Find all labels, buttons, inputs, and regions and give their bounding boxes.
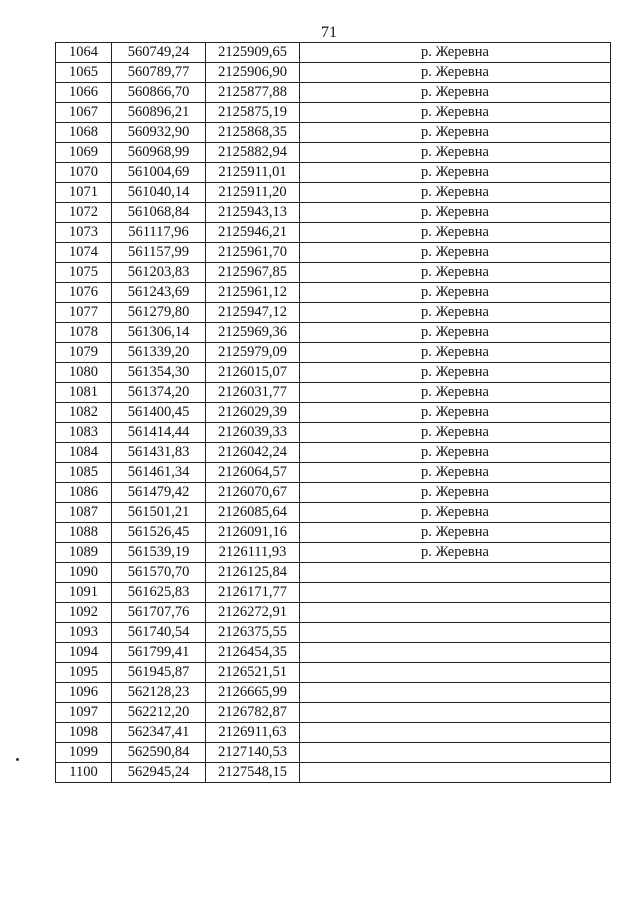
y-coordinate-cell: 2126125,84 bbox=[206, 563, 300, 583]
table-row bbox=[56, 103, 611, 123]
feature-name-cell bbox=[300, 603, 611, 623]
x-coordinate-cell: 562128,23 bbox=[112, 683, 206, 703]
feature-name-cell: р. Жеревна bbox=[300, 363, 611, 383]
feature-name-cell: р. Жеревна bbox=[300, 303, 611, 323]
x-coordinate-cell: 561479,42 bbox=[112, 483, 206, 503]
table-row bbox=[56, 303, 611, 323]
x-coordinate-cell: 561526,45 bbox=[112, 523, 206, 543]
table-row bbox=[56, 623, 611, 643]
feature-name-cell: р. Жеревна bbox=[300, 423, 611, 443]
table-row bbox=[56, 43, 611, 63]
point-number-cell: 1066 bbox=[56, 83, 112, 103]
point-number-cell: 1092 bbox=[56, 603, 112, 623]
x-coordinate-cell: 560866,70 bbox=[112, 83, 206, 103]
feature-name-cell: р. Жеревна bbox=[300, 143, 611, 163]
table-row bbox=[56, 463, 611, 483]
y-coordinate-cell: 2125911,01 bbox=[206, 163, 300, 183]
x-coordinate-cell: 561570,70 bbox=[112, 563, 206, 583]
y-coordinate-cell: 2126029,39 bbox=[206, 403, 300, 423]
y-coordinate-cell: 2125979,09 bbox=[206, 343, 300, 363]
coordinates-table-body bbox=[56, 43, 611, 783]
feature-name-cell: р. Жеревна bbox=[300, 183, 611, 203]
x-coordinate-cell: 561740,54 bbox=[112, 623, 206, 643]
page-number: 71 bbox=[321, 24, 337, 41]
feature-name-cell: р. Жеревна bbox=[300, 223, 611, 243]
y-coordinate-cell: 2125961,12 bbox=[206, 283, 300, 303]
table-row bbox=[56, 183, 611, 203]
point-number-cell: 1073 bbox=[56, 223, 112, 243]
y-coordinate-cell: 2126039,33 bbox=[206, 423, 300, 443]
table-row bbox=[56, 443, 611, 463]
point-number-cell: 1075 bbox=[56, 263, 112, 283]
x-coordinate-cell: 561203,83 bbox=[112, 263, 206, 283]
table-row bbox=[56, 523, 611, 543]
feature-name-cell bbox=[300, 703, 611, 723]
table-row bbox=[56, 423, 611, 443]
y-coordinate-cell: 2126091,16 bbox=[206, 523, 300, 543]
scan-speck bbox=[16, 758, 19, 761]
x-coordinate-cell: 561068,84 bbox=[112, 203, 206, 223]
table-row bbox=[56, 643, 611, 663]
point-number-cell: 1071 bbox=[56, 183, 112, 203]
x-coordinate-cell: 561461,34 bbox=[112, 463, 206, 483]
point-number-cell: 1076 bbox=[56, 283, 112, 303]
x-coordinate-cell: 560932,90 bbox=[112, 123, 206, 143]
x-coordinate-cell: 562945,24 bbox=[112, 763, 206, 783]
x-coordinate-cell: 560968,99 bbox=[112, 143, 206, 163]
feature-name-cell: р. Жеревна bbox=[300, 63, 611, 83]
table-row bbox=[56, 163, 611, 183]
y-coordinate-cell: 2125946,21 bbox=[206, 223, 300, 243]
x-coordinate-cell: 561431,83 bbox=[112, 443, 206, 463]
table-row bbox=[56, 763, 611, 783]
x-coordinate-cell: 561117,96 bbox=[112, 223, 206, 243]
y-coordinate-cell: 2125967,85 bbox=[206, 263, 300, 283]
feature-name-cell: р. Жеревна bbox=[300, 343, 611, 363]
table-row bbox=[56, 603, 611, 623]
feature-name-cell: р. Жеревна bbox=[300, 203, 611, 223]
x-coordinate-cell: 561374,20 bbox=[112, 383, 206, 403]
feature-name-cell: р. Жеревна bbox=[300, 543, 611, 563]
x-coordinate-cell: 562347,41 bbox=[112, 723, 206, 743]
feature-name-cell: р. Жеревна bbox=[300, 403, 611, 423]
point-number-cell: 1084 bbox=[56, 443, 112, 463]
table-row bbox=[56, 143, 611, 163]
feature-name-cell: р. Жеревна bbox=[300, 523, 611, 543]
x-coordinate-cell: 561625,83 bbox=[112, 583, 206, 603]
y-coordinate-cell: 2125906,90 bbox=[206, 63, 300, 83]
x-coordinate-cell: 561707,76 bbox=[112, 603, 206, 623]
table-row bbox=[56, 483, 611, 503]
feature-name-cell: р. Жеревна bbox=[300, 283, 611, 303]
point-number-cell: 1085 bbox=[56, 463, 112, 483]
y-coordinate-cell: 2126031,77 bbox=[206, 383, 300, 403]
point-number-cell: 1100 bbox=[56, 763, 112, 783]
y-coordinate-cell: 2125909,65 bbox=[206, 43, 300, 63]
point-number-cell: 1086 bbox=[56, 483, 112, 503]
x-coordinate-cell: 562590,84 bbox=[112, 743, 206, 763]
feature-name-cell bbox=[300, 723, 611, 743]
x-coordinate-cell: 561306,14 bbox=[112, 323, 206, 343]
point-number-cell: 1080 bbox=[56, 363, 112, 383]
table-row bbox=[56, 703, 611, 723]
y-coordinate-cell: 2126272,91 bbox=[206, 603, 300, 623]
point-number-cell: 1091 bbox=[56, 583, 112, 603]
y-coordinate-cell: 2126665,99 bbox=[206, 683, 300, 703]
table-row bbox=[56, 283, 611, 303]
point-number-cell: 1079 bbox=[56, 343, 112, 363]
feature-name-cell: р. Жеревна bbox=[300, 463, 611, 483]
point-number-cell: 1069 bbox=[56, 143, 112, 163]
table-row bbox=[56, 63, 611, 83]
feature-name-cell: р. Жеревна bbox=[300, 383, 611, 403]
table-row bbox=[56, 683, 611, 703]
point-number-cell: 1094 bbox=[56, 643, 112, 663]
table-row bbox=[56, 263, 611, 283]
table-row bbox=[56, 223, 611, 243]
y-coordinate-cell: 2126070,67 bbox=[206, 483, 300, 503]
point-number-cell: 1090 bbox=[56, 563, 112, 583]
x-coordinate-cell: 560789,77 bbox=[112, 63, 206, 83]
feature-name-cell bbox=[300, 743, 611, 763]
y-coordinate-cell: 2125969,36 bbox=[206, 323, 300, 343]
table-row bbox=[56, 503, 611, 523]
feature-name-cell bbox=[300, 583, 611, 603]
y-coordinate-cell: 2126111,93 bbox=[206, 543, 300, 563]
table-row bbox=[56, 663, 611, 683]
point-number-cell: 1097 bbox=[56, 703, 112, 723]
point-number-cell: 1083 bbox=[56, 423, 112, 443]
y-coordinate-cell: 2125943,13 bbox=[206, 203, 300, 223]
x-coordinate-cell: 561040,14 bbox=[112, 183, 206, 203]
point-number-cell: 1081 bbox=[56, 383, 112, 403]
feature-name-cell: р. Жеревна bbox=[300, 323, 611, 343]
y-coordinate-cell: 2125877,88 bbox=[206, 83, 300, 103]
y-coordinate-cell: 2127548,15 bbox=[206, 763, 300, 783]
feature-name-cell bbox=[300, 643, 611, 663]
x-coordinate-cell: 561279,80 bbox=[112, 303, 206, 323]
y-coordinate-cell: 2126042,24 bbox=[206, 443, 300, 463]
point-number-cell: 1096 bbox=[56, 683, 112, 703]
table-row bbox=[56, 323, 611, 343]
y-coordinate-cell: 2125875,19 bbox=[206, 103, 300, 123]
y-coordinate-cell: 2126782,87 bbox=[206, 703, 300, 723]
x-coordinate-cell: 561400,45 bbox=[112, 403, 206, 423]
table-row bbox=[56, 583, 611, 603]
point-number-cell: 1087 bbox=[56, 503, 112, 523]
point-number-cell: 1082 bbox=[56, 403, 112, 423]
feature-name-cell: р. Жеревна bbox=[300, 503, 611, 523]
y-coordinate-cell: 2125961,70 bbox=[206, 243, 300, 263]
x-coordinate-cell: 561414,44 bbox=[112, 423, 206, 443]
feature-name-cell: р. Жеревна bbox=[300, 263, 611, 283]
feature-name-cell: р. Жеревна bbox=[300, 163, 611, 183]
y-coordinate-cell: 2126911,63 bbox=[206, 723, 300, 743]
point-number-cell: 1088 bbox=[56, 523, 112, 543]
feature-name-cell bbox=[300, 663, 611, 683]
feature-name-cell: р. Жеревна bbox=[300, 123, 611, 143]
feature-name-cell bbox=[300, 563, 611, 583]
feature-name-cell: р. Жеревна bbox=[300, 43, 611, 63]
feature-name-cell bbox=[300, 763, 611, 783]
table-row bbox=[56, 243, 611, 263]
x-coordinate-cell: 561339,20 bbox=[112, 343, 206, 363]
x-coordinate-cell: 561799,41 bbox=[112, 643, 206, 663]
x-coordinate-cell: 561243,69 bbox=[112, 283, 206, 303]
point-number-cell: 1077 bbox=[56, 303, 112, 323]
x-coordinate-cell: 561004,69 bbox=[112, 163, 206, 183]
point-number-cell: 1065 bbox=[56, 63, 112, 83]
point-number-cell: 1074 bbox=[56, 243, 112, 263]
y-coordinate-cell: 2126064,57 bbox=[206, 463, 300, 483]
table-row bbox=[56, 83, 611, 103]
feature-name-cell: р. Жеревна bbox=[300, 443, 611, 463]
x-coordinate-cell: 561945,87 bbox=[112, 663, 206, 683]
y-coordinate-cell: 2125868,35 bbox=[206, 123, 300, 143]
y-coordinate-cell: 2126375,55 bbox=[206, 623, 300, 643]
y-coordinate-cell: 2126454,35 bbox=[206, 643, 300, 663]
feature-name-cell bbox=[300, 623, 611, 643]
x-coordinate-cell: 561354,30 bbox=[112, 363, 206, 383]
point-number-cell: 1064 bbox=[56, 43, 112, 63]
feature-name-cell bbox=[300, 683, 611, 703]
point-number-cell: 1068 bbox=[56, 123, 112, 143]
y-coordinate-cell: 2127140,53 bbox=[206, 743, 300, 763]
table-row bbox=[56, 363, 611, 383]
x-coordinate-cell: 561157,99 bbox=[112, 243, 206, 263]
y-coordinate-cell: 2125882,94 bbox=[206, 143, 300, 163]
point-number-cell: 1098 bbox=[56, 723, 112, 743]
point-number-cell: 1099 bbox=[56, 743, 112, 763]
point-number-cell: 1078 bbox=[56, 323, 112, 343]
table-row bbox=[56, 383, 611, 403]
table-row bbox=[56, 743, 611, 763]
point-number-cell: 1089 bbox=[56, 543, 112, 563]
table-row bbox=[56, 123, 611, 143]
y-coordinate-cell: 2126171,77 bbox=[206, 583, 300, 603]
table-row bbox=[56, 403, 611, 423]
x-coordinate-cell: 561501,21 bbox=[112, 503, 206, 523]
table-row bbox=[56, 563, 611, 583]
y-coordinate-cell: 2125947,12 bbox=[206, 303, 300, 323]
point-number-cell: 1093 bbox=[56, 623, 112, 643]
feature-name-cell: р. Жеревна bbox=[300, 483, 611, 503]
y-coordinate-cell: 2126015,07 bbox=[206, 363, 300, 383]
feature-name-cell: р. Жеревна bbox=[300, 103, 611, 123]
coordinates-table bbox=[55, 42, 611, 783]
x-coordinate-cell: 562212,20 bbox=[112, 703, 206, 723]
x-coordinate-cell: 560749,24 bbox=[112, 43, 206, 63]
x-coordinate-cell: 561539,19 bbox=[112, 543, 206, 563]
table-row bbox=[56, 543, 611, 563]
y-coordinate-cell: 2126521,51 bbox=[206, 663, 300, 683]
point-number-cell: 1067 bbox=[56, 103, 112, 123]
table-row bbox=[56, 203, 611, 223]
y-coordinate-cell: 2126085,64 bbox=[206, 503, 300, 523]
point-number-cell: 1095 bbox=[56, 663, 112, 683]
y-coordinate-cell: 2125911,20 bbox=[206, 183, 300, 203]
table-row bbox=[56, 343, 611, 363]
feature-name-cell: р. Жеревна bbox=[300, 83, 611, 103]
x-coordinate-cell: 560896,21 bbox=[112, 103, 206, 123]
table-row bbox=[56, 723, 611, 743]
point-number-cell: 1072 bbox=[56, 203, 112, 223]
feature-name-cell: р. Жеревна bbox=[300, 243, 611, 263]
point-number-cell: 1070 bbox=[56, 163, 112, 183]
